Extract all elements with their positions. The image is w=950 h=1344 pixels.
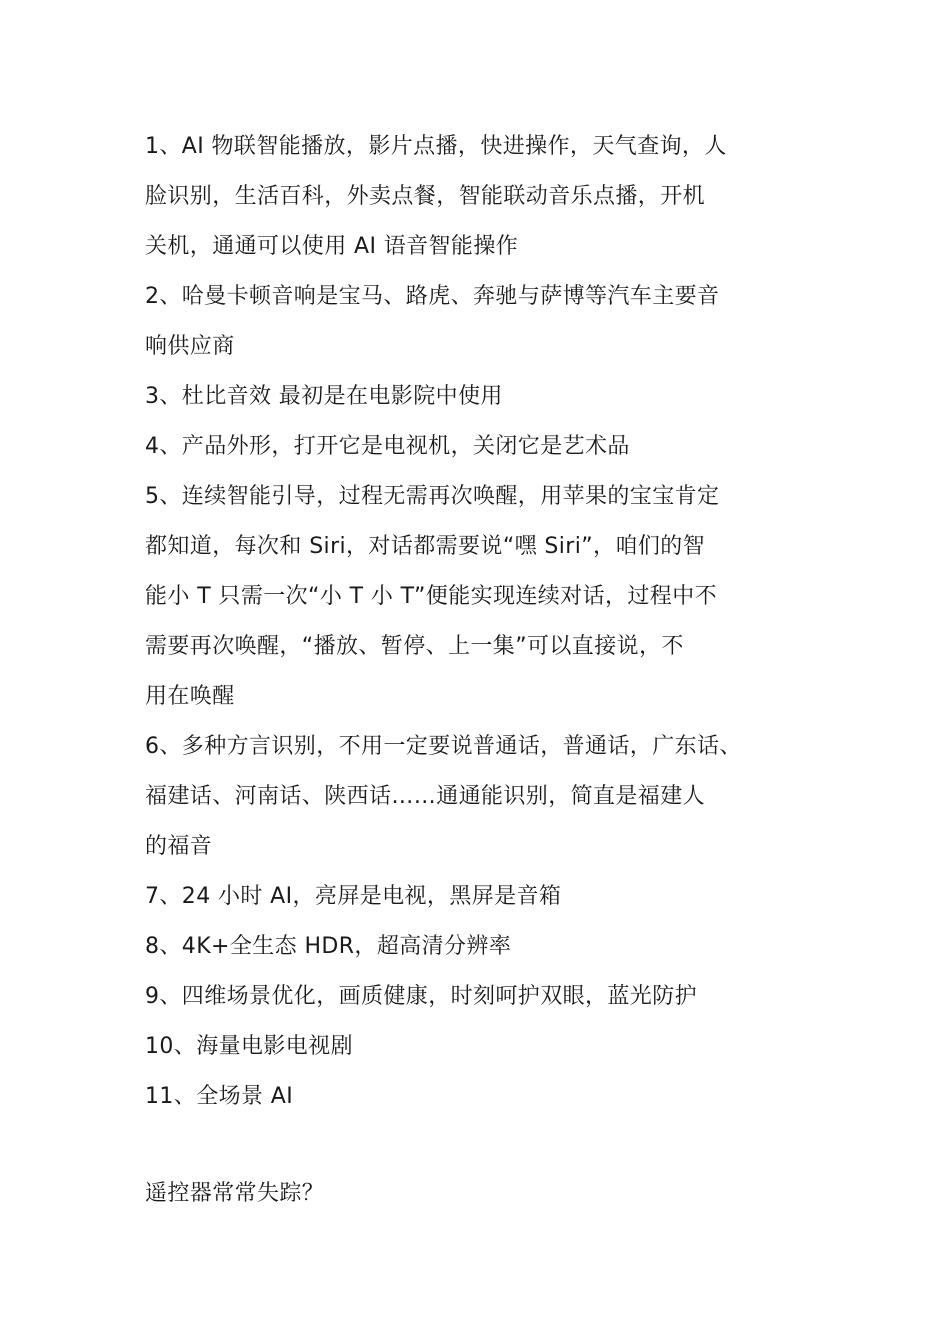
- text-line: 关机，通通可以使用 AI 语音智能操作: [145, 234, 519, 259]
- text-line: 能小 T 只需一次“小 T 小 T”便能实现连续对话，过程中不: [145, 584, 717, 609]
- text-line: 脸识别，生活百科，外卖点餐，智能联动音乐点播，开机: [145, 184, 706, 209]
- text-line: 9、四维场景优化，画质健康，时刻呵护双眼，蓝光防护: [145, 984, 697, 1009]
- text-line: 3、杜比音效 最初是在电影院中使用: [145, 384, 503, 409]
- text-line: 6、多种方言识别，不用一定要说普通话，普通话，广东话、: [145, 734, 742, 759]
- text-line: 4、产品外形，打开它是电视机，关闭它是艺术品: [145, 434, 630, 459]
- text-line: 需要再次唤醒，“播放、暂停、上一集”可以直接说，不: [145, 634, 684, 659]
- text-line: 2、哈曼卡顿音响是宝马、路虎、奔驰与萨博等汽车主要音: [145, 284, 720, 309]
- text-line: 福建话、河南话、陕西话……通通能识别，简直是福建人: [145, 784, 706, 809]
- question-heading: 遥控器常常失踪？: [145, 1181, 325, 1206]
- text-line: 5、连续智能引导，过程无需再次唤醒，用苹果的宝宝肯定: [145, 484, 720, 509]
- feature-list: [145, 122, 815, 1122]
- text-line: 10、海量电影电视剧: [145, 1034, 353, 1059]
- text-line: 8、4K+全生态 HDR，超高清分辨率: [145, 934, 512, 959]
- text-line: 用在唤醒: [145, 684, 235, 709]
- text-line: 响供应商: [145, 334, 235, 359]
- text-line: 11、全场景 AI: [145, 1084, 294, 1109]
- text-line: 1、AI 物联智能播放，影片点播，快进操作，天气查询，人: [145, 134, 727, 159]
- text-line: 都知道，每次和 Siri，对话都需要说“嘿 Siri”，咱们的智: [145, 534, 706, 559]
- text-line: 7、24 小时 AI，亮屏是电视，黑屏是音箱: [145, 884, 562, 909]
- text-line: 的福音: [145, 834, 213, 859]
